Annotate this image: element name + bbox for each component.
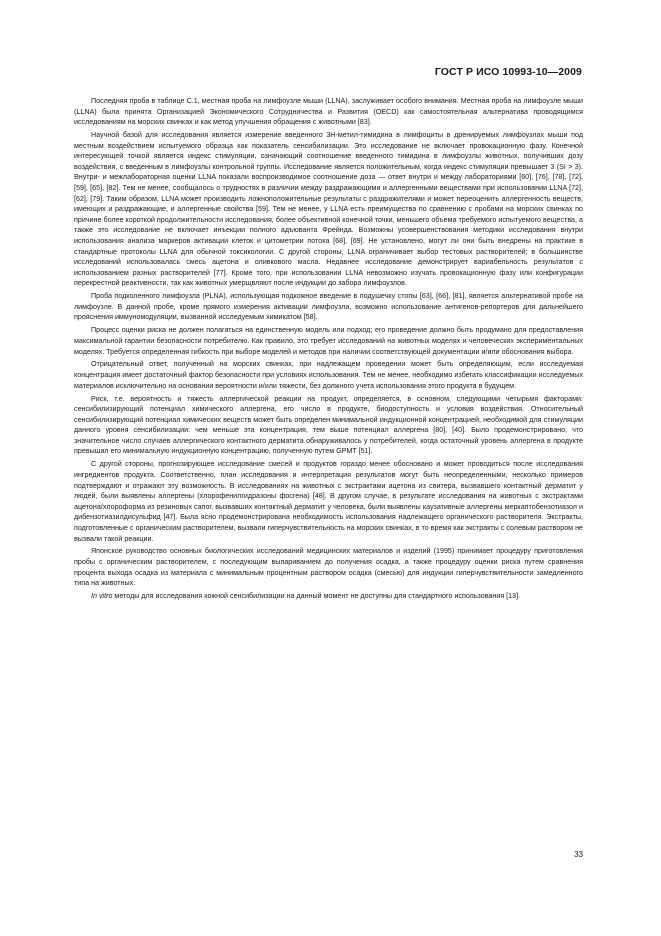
italic-term: In vitro bbox=[91, 592, 113, 601]
paragraph-in-vitro bbox=[74, 591, 583, 602]
paragraph-rest: методы для исследования кожной сенсибилизации на данный момент не доступны для стандартного использования [13]. bbox=[112, 592, 521, 601]
paragraph: Отрицательный ответ, полученный на морских свинках, при надлежащем проведении может быть определяющим, если исследуемая концентрация имеет достаточный фактор безопасности при условиях использования. Тем не менее, необходимо избегать классификации исследуемых материалов исключительно на основании вероятности и/или тяжести, без должного учета использования этого продукта в будущем. bbox=[74, 360, 583, 390]
paragraph: Японское руководство основных биологических исследований медицинских материалов и изделий (1995) принимает процедуру приготовления пробы с органическим растворителем, с последующим выпариванием до получения осадка, а также процедуру оценки риска путем сравнения процента выхода осадка из материала с минимальным процентным раствором осадка (смесью) для индукции гиперчувствительности замедленного типа на животных. bbox=[74, 547, 583, 588]
standard-header: ГОСТ Р ИСО 10993-10—2009 bbox=[434, 66, 582, 78]
paragraph: Процесс оценки риска не должен полагаться на единственную модель или подход; его проведение должно быть продумано для предоставления максимальной гарантии безопасности потребителю. Как правило, это требует исследований на животных моделях и человеческих экспериментальных моделях. Требуется определенная гибкость при выборе моделей и методов при наличии соответствующей документации и/или обоснования выбора. bbox=[74, 326, 583, 356]
paragraph: Риск, т.е. вероятность и тяжесть аллергической реакции на продукт, определяется, в основном, следующими четырьмя факторами: сенсибилизирующий потенциал химического аллергена, его число в продукте, биодоступность и условия воздействия. Относительный сенсибилизирующий потенциал химических веществ может быть определен минимальной индукционной концентрацией, необходимой для стимуляции данного уровня сенсибилизации: чем меньше эта концентрация, тем выше потенциал аллергена [80], [40]. Было продемонстрировано, что значительное число случаев аллергического контактного дерматита обнаруживалось у потребителей, когда остаточный уровень аллергена в продукте превышал его минимальную индукционную концентрацию, полученную путем GPMT [51]. bbox=[74, 394, 583, 456]
paragraph: Проба подколенного лимфоузла (PLNA), использующая подкожное введение в подушечку стопы [63], [66], [81], является альтернативой пробе на лимфоузле. В данной пробе, кроме прямого измерения активации лимфоузла, возможно использование антигенов-репортеров для дальнейшего прояснения иммуномодуляции, вызванной исследуемым химикатом [58]. bbox=[74, 292, 583, 322]
body-text bbox=[74, 96, 583, 604]
paragraph: Научной базой для исследования является измерение введенного 3Н-метил-тимидина в лимфоциты в дренируемых лимфоузлах мыши под местным воздействием испытуемого образца как показатель сенсибилизации. Это исследование не включает провокационную фазу. Конечной интересующей точкой является индекс стимуляции, означающий соотношение введенного тимидина в лимфоузлы животных, получивших дозу воздействия, с введенным в лимфоузлы контрольной группы. Исследование является положительным, когда индекс стимуляции превышает 3 (SI > 3). Внутри- и межлабораторная оценки LLNA показали воспроизводимое соотношение доза — ответ внутри и между лабораториями [60], [76], [78], [72], [59], [65], [82]. Тем не менее, сообщалось о трудностях в различии между раздражающими и аллергенными веществами при использовании LLNA [72], [62], [79]. Таким образом, LLNA может производить ложноположительные результаты с раздражителями и может переоценить аллергенность веществ, имеющих и раздражающие, и аллергенные свойства [59]. Тем не менее, у LLNA есть преимущества по сравнению с пробами на морских свинках по причине более короткой продолжительности исследования, более объективной конечной точки, меньшего объема требуемого испытуемого вещества, а также это исследование не включает инъекции полного адъюванта Фрейнда. Возможны усовершенствования методики исследования внутри использования анализа маркеров активации клеток и цитометрии потока [68], [69]. Не установлено, могут ли они быть внедрены на практике в стандартные протоколы LLNA для обычной токсикологии. С другой стороны, LLNA ограничивает выбор тестовых растворителей; в большинстве исследований использовалась смесь ацетона и оливкового масла. Недавнее исследование демонстрирует вариабельность результатов с использованием разных растворителей [77]. Кроме того, при использовании LLNA невозможно изучать провокационную фазу или конфигурации перекрестной реактивности, так как животных умерщвляют после индукции до забора лимфоузлов. bbox=[74, 131, 583, 288]
paragraph: С другой стороны, прогнозирующее исследование смесей и продуктов гораздо менее обосновано и может проводиться после исследования ингредиентов продукта. Соответственно, план исследования и интерпретация результатов могут быть неопределенными, несколько примеров подтверждают и отражают эту возможность. В исследованиях на животных с экстрактами ацетона из свитера, вызвавшего контактный дерматит у людей, были выявлены аллергены (хлорофенилгидразоны фосгена) [48]. В другом случае, в результате исследования на животных с экстрактами ацетона/хлороформа из резиновых сапог, вызвавших контактный дерматит у человека, были выявлены каузативные аллергены меркаптобензотиазол и дибензотиазилдисульфид [47]. Была ясно продемонстрирована необходимость использования надлежащего органического растворителя. Экстракты, подготовленные с органическим растворителем, вызвали гиперчувствительность на морских свинках, в то время как экстракты с солевым раствором не вызвали такой реакции. bbox=[74, 460, 583, 543]
page-number: 33 bbox=[574, 850, 583, 859]
paragraph: Последняя проба в таблице С.1, местная проба на лимфоузле мыши (LLNA), заслуживает особого внимания. Местная проба на лимфоузле мыши (LLNA) была принята Организацией Экономического Сотрудничества и Развития (OECD) как самостоятельная альтернатива проводящимся исследованиям на морских свинках и как метод улучшения обращения с животными [83]. bbox=[74, 97, 583, 127]
